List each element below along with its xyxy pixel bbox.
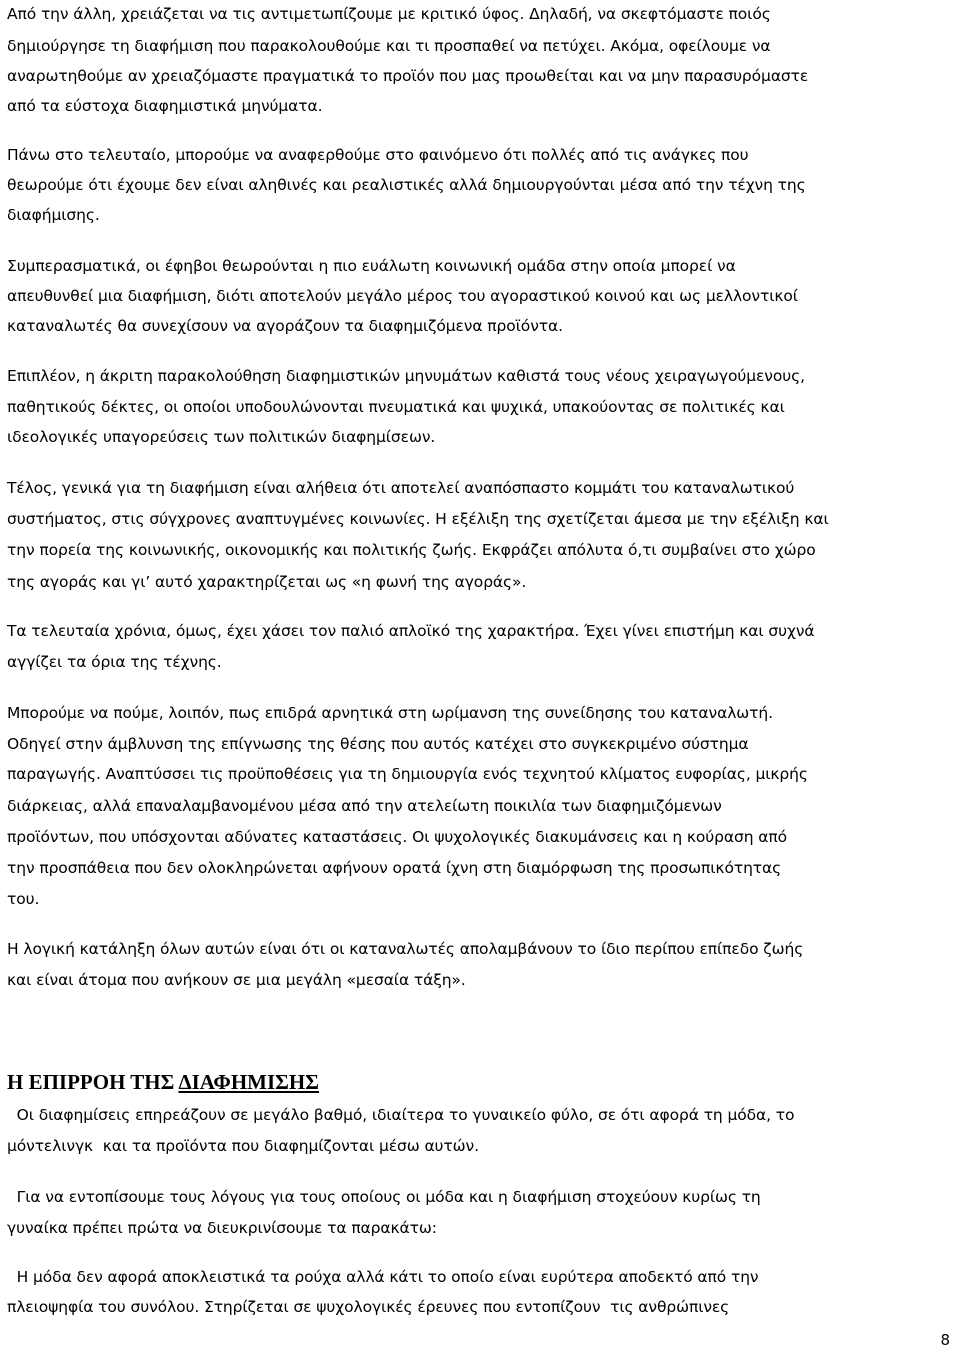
text-line: την προσπάθεια που δεν ολοκληρώνεται αφήνουν ορατά ίχνη στη διαμόρφωση της προσωπικότητας — [7, 859, 782, 877]
text-line: Η μόδα δεν αφορά αποκλειστικά τα ρούχα αλλά κάτι το οποίο είναι ευρύτερα αποδεκτό από την — [7, 1268, 759, 1286]
text-line: την πορεία της κοινωνικής, οικονομικής και πολιτικής ζωής. Εκφράζει απόλυτα ό,τι συμβαίνει στο χώρο — [7, 541, 816, 559]
text-line: απευθυνθεί μια διαφήμιση, διότι αποτελούν μεγάλο μέρος του αγοραστικού κοινού και ως μελλοντικοί — [7, 287, 798, 305]
text-line: Οι διαφημίσεις επηρεάζουν σε μεγάλο βαθμό, ιδιαίτερα το γυναικείο φύλο, σε ότι αφορά τη μόδα, το — [7, 1106, 795, 1124]
text-line: δημιούργησε τη διαφήμιση που παρακολουθούμε και τι προσπαθεί να πετύχει. Ακόμα, οφείλουμε να — [7, 37, 771, 55]
text-line: της αγοράς και γι’ αυτό χαρακτηρίζεται ως «η φωνή της αγοράς». — [7, 573, 527, 591]
text-line: Οδηγεί στην άμβλυνση της επίγνωσης της θέσης που αυτός κατέχει στο συγκεκριμένο σύστημα — [7, 735, 749, 753]
text-line: παθητικούς δέκτες, οι οποίοι υποδουλώνονται πνευματικά και ψυχικά, υπακούοντας σε πολιτικές και — [7, 398, 785, 416]
text-line: προϊόντων, που υπόσχονται αδύνατες καταστάσεις. Οι ψυχολογικές διακυμάνσεις και η κούραση από — [7, 828, 788, 846]
text-line: διάρκειας, αλλά επαναλαμβανομένου μέσα από την ατελείωτη ποικιλία των διαφημιζόμενων — [7, 797, 722, 815]
text-line: και είναι άτομα που ανήκουν σε μια μεγάλη «μεσαία τάξη». — [7, 971, 466, 989]
text-line: πλειοψηφία του συνόλου. Στηρίζεται σε ψυχολογικές έρευνες που εντοπίζουν τις ανθρώπινες — [7, 1298, 730, 1316]
text-line: καταναλωτές θα συνεχίσουν να αγοράζουν τα διαφημιζόμενα προϊόντα. — [7, 317, 563, 335]
text-line: Τέλος, γενικά για τη διαφήμιση είναι αλήθεια ότι αποτελεί αναπόσπαστο κομμάτι του καταναλωτικού — [7, 479, 795, 497]
text-line: ιδεολογικές υπαγορεύσεις των πολιτικών διαφημίσεων. — [7, 428, 436, 446]
text-line: συστήματος, στις σύγχρονες αναπτυγμένες κοινωνίες. Η εξέλιξη της σχετίζεται άμεσα με την εξέλιξη και — [7, 510, 829, 528]
text-line: αναρωτηθούμε αν χρειαζόμαστε πραγματικά το προϊόν που μας προωθείται και να μην παρασυρόμαστε — [7, 67, 809, 85]
text-line: Από την άλλη, χρειάζεται να τις αντιμετωπίζουμε με κριτικό ύφος. Δηλαδή, να σκεφτόμαστε ποιός — [7, 5, 771, 23]
text-line: γυναίκα πρέπει πρώτα να διευκρινίσουμε τα παρακάτω: — [7, 1219, 437, 1237]
heading-underlined-text: ΔΙΑΦΗΜΙΣΗΣ — [178, 1070, 319, 1094]
text-line: διαφήμισης. — [7, 206, 100, 224]
text-line: παραγωγής. Αναπτύσσει τις προϋποθέσεις για τη δημιουργία ενός τεχνητού κλίματος ευφορίας, μικρής — [7, 765, 808, 783]
text-line: Συμπερασματικά, οι έφηβοι θεωρούνται η πιο ευάλωτη κοινωνική ομάδα στην οποία μπορεί να — [7, 257, 736, 275]
page-number: 8 — [940, 1331, 950, 1349]
text-line: Για να εντοπίσουμε τους λόγους για τους οποίους οι μόδα και η διαφήμιση στοχεύουν κυρίως τη — [7, 1188, 761, 1206]
text-line: Πάνω στο τελευταίο, μπορούμε να αναφερθούμε στο φαινόμενο ότι πολλές από τις ανάγκες που — [7, 146, 749, 164]
text-line: από τα εύστοχα διαφημιστικά μηνύματα. — [7, 97, 323, 115]
text-line: του. — [7, 890, 40, 908]
text-line: θεωρούμε ότι έχουμε δεν είναι αληθινές και ρεαλιστικές αλλά δημιουργούνται μέσα από την τέχνη της — [7, 176, 806, 194]
text-line: Τα τελευταία χρόνια, όμως, έχει χάσει τον παλιό απλοϊκό της χαρακτήρα. Έχει γίνει επιστήμη και συχνά — [7, 622, 815, 640]
heading-text: Η ΕΠΙΡΡΟΗ ΤΗΣ — [7, 1070, 179, 1094]
text-line: μόντελινγκ και τα προϊόντα που διαφημίζονται μέσω αυτών. — [7, 1137, 479, 1155]
text-line: Μπορούμε να πούμε, λοιπόν, πως επιδρά αρνητικά στη ωρίμανση της συνείδησης του καταναλωτή. — [7, 704, 773, 722]
text-line: αγγίζει τα όρια της τέχνης. — [7, 653, 222, 671]
text-line: Επιπλέον, η άκριτη παρακολούθηση διαφημιστικών μηνυμάτων καθιστά τους νέους χειραγωγούμενους, — [7, 367, 805, 385]
text-line: Η λογική κατάληξη όλων αυτών είναι ότι οι καταναλωτές απολαμβάνουν το ίδιο περίπου επίπεδο ζωής — [7, 940, 804, 958]
section-heading — [7, 1069, 319, 1095]
